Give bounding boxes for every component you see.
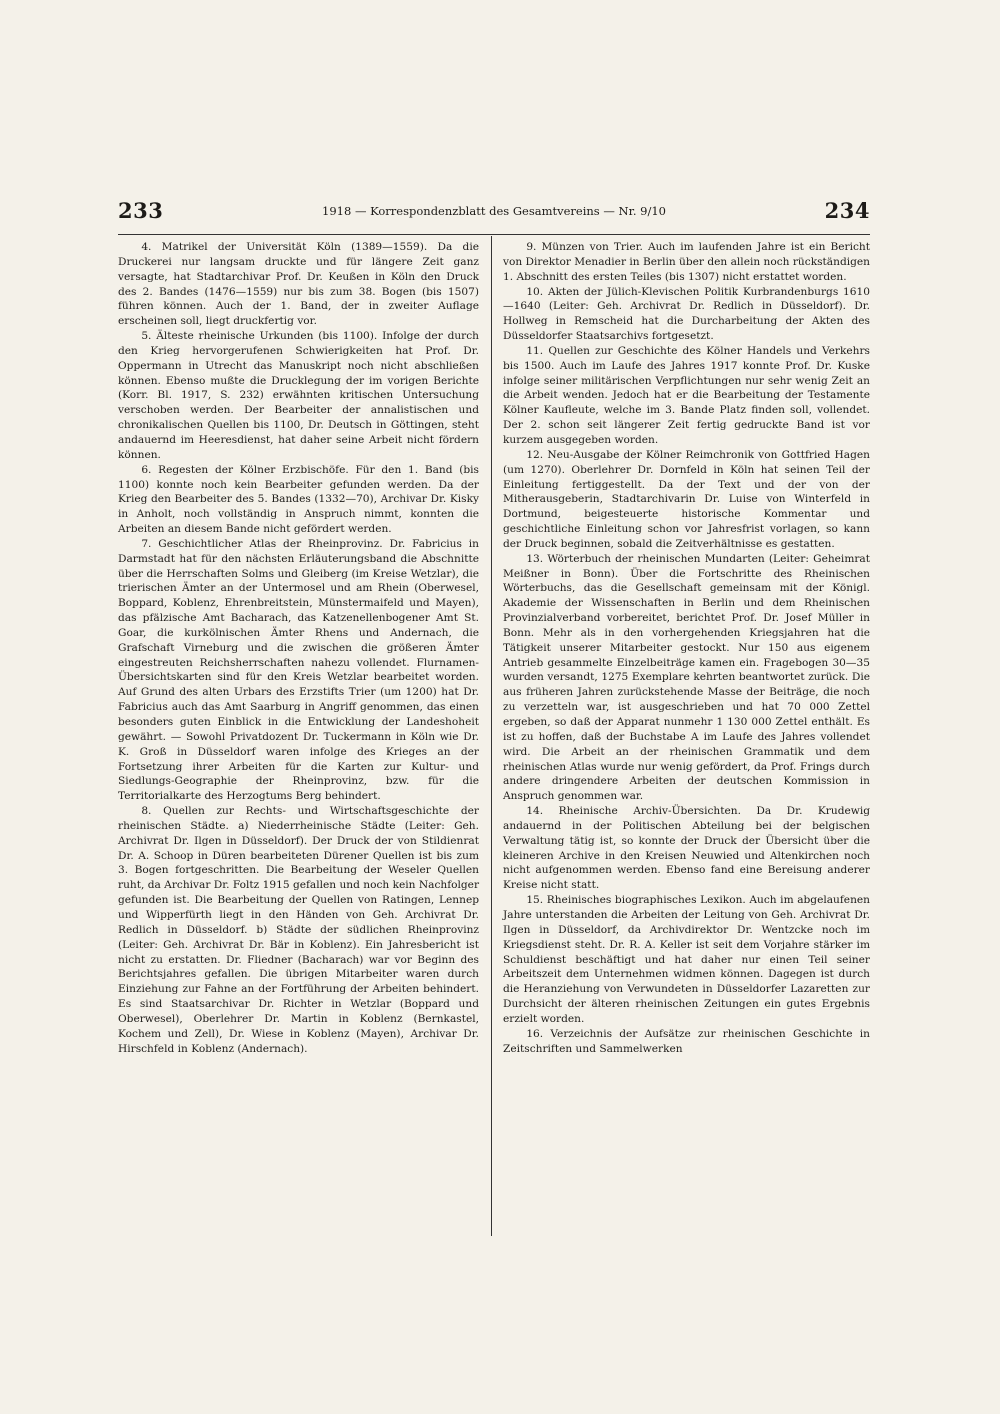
page-number-right: 234 [824,198,870,223]
paragraph-7: 7. Geschichtlicher Atlas der Rheinprovinz. Dr. Fabricius in Darmstadt hat für den nächsten Erläuterungsband die Abschnitte über die Herrschaften Solms und Gleiberg (im Kreise Wetzlar), die trierischen Ämter an der Untermosel und am Rhein (Oberwesel, Boppard, Koblenz, Ehrenbreitstein, Münstermaifeld und Mayen), das pfälzische Amt Bacharach, das Katzenellenbogener Amt St. Goar, die kurkölnischen Ämter Rhens und Andernach, die Grafschaft Virneburg und die zwischen die größeren Ämter eingestreuten Reichsherrschaften nahezu vollendet. Flurnamen-Übersichtskarten sind für den Kreis Wetzlar bearbeitet worden. Auf Grund des alten Urbars des Erzstifts Trier (um 1200) hat Dr. Fabricius auch das Amt Saarburg in Angriff genommen, das einen besonders guten Einblick in die Entwicklung der Landeshoheit gewährt. — Sowohl Privatdozent Dr. Tuckermann in Köln wie Dr. K. Groß in Düsseldorf waren infolge des Krieges an der Fortsetzung ihrer Arbeiten für die Karten zur Kultur- und Siedlungs-Geographie der Rheinprovinz, bzw. für die Territorialkarte des Herzogtums Berg behindert. [118,537,479,803]
page-header [118,198,870,228]
right-column [503,240,870,1056]
paragraph-6: 6. Regesten der Kölner Erzbischöfe. Für den 1. Band (bis 1100) konnte noch kein Bearbeiter gefunden werden. Da der Krieg den Bearbeiter des 5. Bandes (1332—70), Archivar Dr. Kisky in Anholt, noch vollständig in Anspruch nimmt, konnten die Arbeiten an diesem Bande nicht gefördert werden. [118,463,479,536]
paragraph-13: 13. Wörterbuch der rheinischen Mundarten (Leiter: Geheimrat Meißner in Bonn). Über die Fortschritte des Rheinischen Wörterbuchs, das die Gesellschaft gemeinsam mit der Königl. Akademie der Wissenschaften in Berlin und dem Rheinischen Provinzialverband vorbereitet, berichtet Prof. Dr. Josef Müller in Bonn. Mehr als in den vorhergehenden Kriegsjahren hat die Tätigkeit unserer Mitarbeiter gestockt. Nur 150 aus eigenem Antrieb gesammelte Einzelbeiträge kamen ein. Fragebogen 30—35 wurden versandt, 1275 Exemplare kehrten beantwortet zurück. Die aus früheren Jahren zurückstehende Masse der Beiträge, die noch zu verzetteln war, ist ausgeschrieben und hat 70 000 Zettel ergeben, so daß der Apparat nunmehr 1 130 000 Zettel enthält. Es ist zu hoffen, daß der Buchstabe A im Laufe des Jahres vollendet wird. Die Arbeit an der rheinischen Grammatik und dem rheinischen Atlas wurde nur wenig gefördert, da Prof. Frings durch andere dringendere Arbeiten der deutschen Kommission in Anspruch genommen war. [503,552,870,803]
paragraph-4: 4. Matrikel der Universität Köln (1389—1559). Da die Druckerei nur langsam druckte und für längere Zeit ganz versagte, hat Stadtarchivar Prof. Dr. Keußen in Köln den Druck des 2. Bandes (1476—1559) nur bis zum 38. Bogen (bis 1507) führen können. Auch der 1. Band, der in zweiter Auflage erscheinen soll, liegt druckfertig vor. [118,241,479,328]
paragraph-11: 11. Quellen zur Geschichte des Kölner Handels und Verkehrs bis 1500. Auch im Laufe des Jahres 1917 konnte Prof. Dr. Kuske infolge seiner militärischen Verpflichtungen nur sehr wenig Zeit an die Arbeit wenden. Jedoch hat er die Bearbeitung der Testamente Kölner Kaufleute, welche im 3. Bande Platz finden soll, vollendet. Der 2. schon seit längerer Zeit fertig gedruckte Band ist vor kurzem ausgegeben worden. [503,344,870,446]
header-rule [118,234,870,235]
left-column [118,240,479,1056]
paragraph-14: 14. Rheinische Archiv-Übersichten. Da Dr. Krudewig andauernd in der Politischen Abteilung bei der belgischen Verwaltung tätig ist, so konnte der Druck der Übersicht über die kleineren Archive in den Kreisen Neuwied und Altenkirchen noch nicht aufgenommen werden. Ebenso fand eine Bereisung anderer Kreise nicht statt. [503,805,870,892]
paragraph-12: 12. Neu-Ausgabe der Kölner Reimchronik von Gottfried Hagen (um 1270). Oberlehrer Dr. Dornfeld in Köln hat seinen Teil der Einleitung fertiggestellt. Da der Text und der von der Mitherausgeberin, Stadtarchivarin Dr. Luise von Winterfeld in Dortmund, beigesteuerte historische Kommentar und geschichtliche Einleitung schon vor Jahresfrist vorlagen, so kann der Druck beginnen, sobald die Zeitverhältnisse es gestatten. [503,448,870,550]
paragraph-15: 15. Rheinisches biographisches Lexikon. Auch im abgelaufenen Jahre unterstanden die Arbeiten der Leitung von Geh. Archivrat Dr. Ilgen in Düsseldorf, da Archivdirektor Dr. Wentzcke noch im Kriegsdienst steht. Dr. R. A. Keller ist seit dem Vorjahre stärker im Schuldienst beschäftigt und hat daher nur einen Teil seiner Arbeitszeit dem Unternehmen widmen können. Dagegen ist durch die Heranziehung von Verwundeten in Düsseldorfer Lazaretten zur Durchsicht der älteren rheinischen Zeitungen ein gutes Ergebnis erzielt worden. [503,894,870,1025]
paragraph-16: 16. Verzeichnis der Aufsätze zur rheinischen Geschichte in Zeitschriften und Sammelwerken [503,1027,870,1055]
paragraph-8: 8. Quellen zur Rechts- und Wirtschaftsgeschichte der rheinischen Städte. a) Niederrheinische Städte (Leiter: Geh. Archivrat Dr. Ilgen in Düsseldorf). Der Druck der von Stildienrat Dr. A. Schoop in Düren bearbeiteten Dürener Quellen ist bis zum 3. Bogen fortgeschritten. Die Bearbeitung der Weseler Quellen ruht, da Archivar Dr. Foltz 1915 gefallen und noch kein Nachfolger gefunden ist. Die Bearbeitung der Quellen von Ratingen, Lennep und Wipperfürth liegt in den Händen von Geh. Archivrat Dr. Redlich in Düsseldorf. b) Städte der südlichen Rheinprovinz (Leiter: Geh. Archivrat Dr. Bär in Koblenz). Ein Jahresbericht ist nicht zu erstatten. Dr. Fliedner (Bacharach) war vor Beginn des Berichtsjahres gefallen. Die übrigen Mitarbeiter waren durch Einziehung zur Fahne an der Fortführung der Arbeiten behindert. Es sind Staatsarchivar Dr. Richter in Wetzlar (Boppard und Oberwesel), Oberlehrer Dr. Martin in Koblenz (Bernkastel, Kochem und Zell), Dr. Wiese in Koblenz (Mayen), Archivar Dr. Hirschfeld in Koblenz (Andernach). [118,805,480,1055]
page-number-left: 233 [118,198,164,223]
running-title: 1918 — Korrespondenzblatt des Gesamtvereins — Nr. 9/10 [322,204,666,218]
column-divider [491,236,492,1236]
paragraph-10: 10. Akten der Jülich-Klevischen Politik Kurbrandenburgs 1610—1640 (Leiter: Geh. Archivrat Dr. Redlich in Düsseldorf). Dr. Hollweg in Remscheid hat die Durcharbeitung der Akten des Düsseldorfer Staatsarchivs fortgesetzt. [503,285,870,343]
paragraph-9: 9. Münzen von Trier. Auch im laufenden Jahre ist ein Bericht von Direktor Menadier in Berlin über den allein noch rückständigen 1. Abschnitt des ersten Teiles (bis 1307) nicht erstattet worden. [503,241,870,283]
paragraph-5: 5. Älteste rheinische Urkunden (bis 1100). Infolge der durch den Krieg hervorgerufenen Schwierigkeiten hat Prof. Dr. Oppermann in Utrecht das Manuskript noch nicht abschließen können. Ebenso mußte die Drucklegung der im vorigen Berichte (Korr. Bl. 1917, S. 232) erwähnten kritischen Untersuchung verschoben werden. Der Bearbeiter der annalistischen und chronikalischen Quellen bis 1100, Dr. Deutsch in Göttingen, steht andauernd im Heeresdienst, hat daher seine Arbeit nicht fördern können. [118,330,479,461]
